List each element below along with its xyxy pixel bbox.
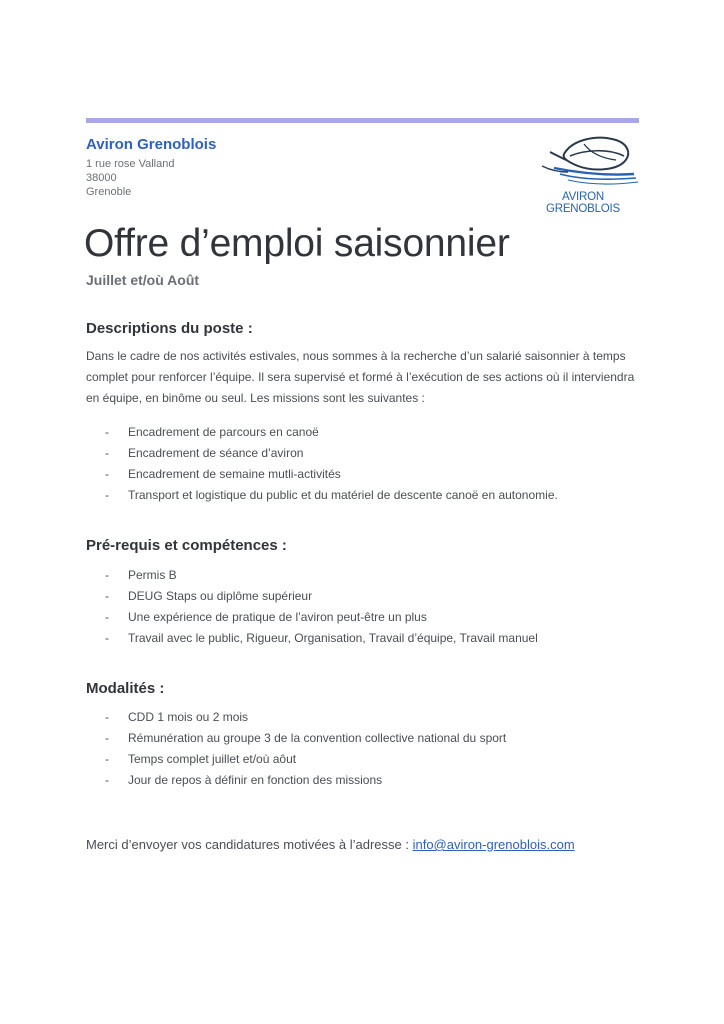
terms-list — [86, 707, 506, 791]
requirements-list — [86, 565, 538, 649]
footer-text: Merci d’envoyer vos candidatures motivées à l’adresse : — [86, 837, 413, 852]
application-footer — [86, 837, 575, 852]
list-item — [86, 565, 538, 586]
page-title: Offre d’emploi saisonnier — [84, 222, 510, 265]
bullet-dash: - — [105, 752, 109, 766]
email-link[interactable]: info@aviron-grenoblois.com — [412, 837, 575, 852]
list-item-text: Transport et logistique du public et du matériel de descente canoë en autonomie. — [128, 488, 558, 502]
organization-block — [86, 136, 216, 199]
list-item — [86, 464, 558, 485]
bullet-dash: - — [105, 425, 109, 439]
bullet-dash: - — [105, 710, 109, 724]
list-item — [86, 607, 538, 628]
list-item — [86, 485, 558, 506]
list-item — [86, 628, 538, 649]
bullet-dash: - — [105, 631, 109, 645]
address-street: 1 rue rose Valland — [86, 158, 175, 170]
bullet-dash: - — [105, 568, 109, 582]
list-item-text: Encadrement de séance d’aviron — [128, 446, 304, 460]
list-item-text: CDD 1 mois ou 2 mois — [128, 710, 249, 724]
list-item — [86, 586, 538, 607]
address-postcode: 38000 — [86, 172, 117, 184]
page-subtitle: Juillet et/où Août — [86, 272, 200, 288]
list-item-text: Travail avec le public, Rigueur, Organisation, Travail d’équipe, Travail manuel — [128, 631, 538, 645]
aviron-grenoblois-logo — [524, 130, 642, 215]
list-item-text: Encadrement de parcours en canoë — [128, 425, 319, 439]
requirements-heading: Pré-requis et compétences : — [86, 537, 287, 554]
list-item-text: DEUG Staps ou diplôme supérieur — [128, 589, 313, 603]
bullet-dash: - — [105, 773, 109, 787]
list-item-text: Permis B — [128, 568, 177, 582]
bullet-dash: - — [105, 589, 109, 603]
list-item — [86, 728, 506, 749]
list-item-text: Encadrement de semaine mutli-activités — [128, 467, 341, 481]
list-item — [86, 443, 558, 464]
bullet-dash: - — [105, 467, 109, 481]
top-accent-rule — [86, 118, 639, 123]
list-item-text: Rémunération au groupe 3 de la convention collective national du sport — [128, 731, 507, 745]
list-item — [86, 749, 506, 770]
bullet-dash: - — [105, 488, 109, 502]
list-item — [86, 422, 558, 443]
description-heading: Descriptions du poste : — [86, 320, 253, 337]
missions-list — [86, 422, 558, 506]
description-paragraph: Dans le cadre de nos activités estivales, nous sommes à la recherche d’un salarié saisonnier à temps complet pour renforcer l’équipe. Il sera supervisé et formé à l’exécution de ses actions où il interviendra en équipe, en binôme ou seul. Les missions sont les suivantes : — [86, 349, 635, 405]
bullet-dash: - — [105, 446, 109, 460]
list-item-text: Une expérience de pratique de l’aviron peut-être un plus — [128, 610, 427, 624]
organization-name: Aviron Grenoblois — [86, 136, 217, 153]
list-item — [86, 770, 506, 791]
bullet-dash: - — [105, 610, 109, 624]
logo-wordmark: AVIRON GRENOBLOIS — [545, 191, 621, 215]
list-item-text: Temps complet juillet et/où aôut — [128, 752, 297, 766]
terms-heading: Modalités : — [86, 680, 165, 697]
list-item-text: Jour de repos à définir en fonction des missions — [128, 773, 383, 787]
list-item — [86, 707, 506, 728]
address-city: Grenoble — [86, 186, 132, 198]
rowing-boat-logo-icon — [524, 130, 642, 192]
bullet-dash: - — [105, 731, 109, 745]
